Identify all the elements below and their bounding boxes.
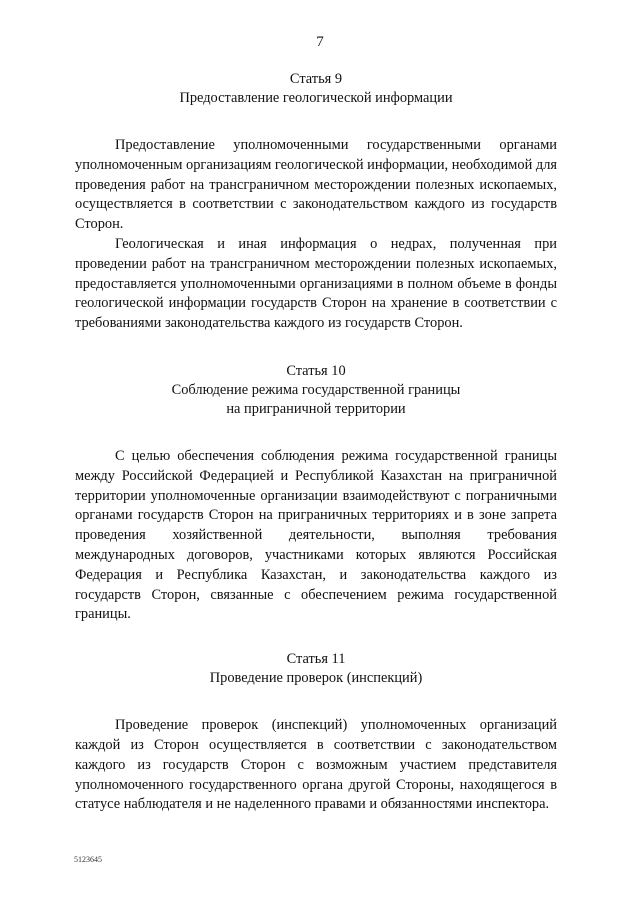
article-9 — [75, 70, 557, 334]
article-title-line: Предоставление геологической информации — [179, 90, 453, 106]
page-number: 7 — [316, 34, 324, 50]
document-code: 5123645 — [74, 855, 102, 864]
article-title — [75, 381, 557, 419]
article-number: Статья 11 — [286, 651, 346, 668]
article-paragraphs — [75, 136, 557, 334]
article-title-line: на приграничной территории — [226, 400, 406, 417]
article-11 — [75, 650, 557, 815]
article-title-line: Соблюдение режима государственной границы — [171, 381, 461, 398]
paragraph: Предоставление уполномоченными государственными органами уполномоченным организациям геологической информации, необходимой для проведения работ на трансграничном месторождении полезных ископаемых, осуществляется в соответствии с законодательством каждого из государств Сторон. — [75, 137, 557, 233]
article-title — [75, 89, 557, 108]
paragraph: Проведение проверок (инспекций) уполномоченных организаций каждой из Сторон осуществляется в соответствии с законодательством каждого из государств Сторон с возможным участием представителя уполномоченного государственного органа другой Стороны, находящегося в статусе наблюдателя и не наделенного правами и обязанностями инспектора. — [75, 717, 557, 813]
article-number: Статья 9 — [289, 71, 343, 87]
article-title-line: Проведение проверок (инспекций) — [209, 670, 423, 687]
article-title — [75, 669, 557, 688]
document-body — [75, 70, 557, 815]
article-10 — [75, 362, 557, 625]
paragraph: С целью обеспечения соблюдения режима государственной границы между Российской Федерацией и Республикой Казахстан на приграничной территории уполномоченные организации взаимодействуют с пограничными органами государств Сторон на приграничных территориях и в зоне запрета проведения хозяйственной деятельности, выполняя требования международных договоров, участниками которых являются Российская Федерация и Республика Казахстан, и законодательства каждого из государств Сторон, связанные с обеспечением режима государственной границы. — [75, 447, 557, 623]
article-paragraphs — [75, 447, 557, 625]
article-paragraphs — [75, 716, 557, 815]
paragraph: Геологическая и иная информация о недрах, полученная при проведении работ на трансграничном месторождении полезных ископаемых, предоставляется уполномоченными организациями в полном объеме в фонды геологической информации государств Сторон на хранение в соответствии с требованиями законодательства каждого из государств Сторон. — [75, 235, 557, 332]
article-number: Статья 10 — [286, 362, 346, 379]
